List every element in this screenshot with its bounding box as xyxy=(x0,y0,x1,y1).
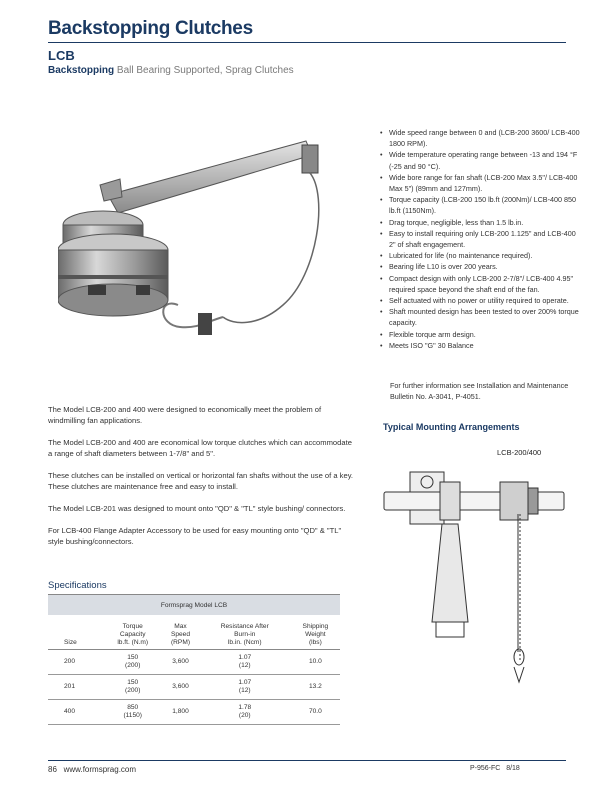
cell-speed: 3,600 xyxy=(162,675,199,700)
cell-resistance: 1.07 (12) xyxy=(199,675,291,700)
cell-weight: 70.0 xyxy=(291,700,340,725)
mounting-model-label: LCB-200/400 xyxy=(497,448,542,457)
intro-paragraph: These clutches can be installed on vertical or horizontal fan shafts without the use of a key. These clutches are maintenance free and easy to install. xyxy=(48,471,354,491)
tagline-bold: Backstopping xyxy=(48,65,115,76)
table-row xyxy=(48,675,340,700)
footer-right xyxy=(470,765,520,772)
intro-paragraph: For LCB-400 Flange Adapter Accessory to be used for easy mounting onto "QD" & "TL" style bushing/connectors. xyxy=(48,526,342,546)
title-rule xyxy=(48,42,566,43)
feature-item: • Meets ISO "G" 30 Balance xyxy=(380,340,580,351)
cell-torque: 150 (200) xyxy=(103,650,162,675)
feature-item: • Shaft mounted design has been tested to over 200% torque capacity. xyxy=(380,306,580,328)
feature-item: • Lubricated for life (no maintenance required). xyxy=(380,250,580,261)
product-code: LCB xyxy=(48,48,75,63)
feature-item: • Compact design with only LCB-200 2-7/8"/ LCB-400 4.95" required space beyond the shaft end of the fan. xyxy=(380,273,580,295)
feature-item: • Wide temperature operating range between -13 and 194 °F (-25 and 90 °C). xyxy=(380,149,580,171)
cell-size: 201 xyxy=(48,675,103,700)
feature-item: • Drag torque, negligible, less than 1.5 lb.in. xyxy=(380,217,580,228)
specifications-table xyxy=(48,594,340,725)
feature-item: • Bearing life L10 is over 200 years. xyxy=(380,261,580,272)
tagline-rest: Ball Bearing Supported, Sprag Clutches xyxy=(114,65,294,76)
cell-weight: 13.2 xyxy=(291,675,340,700)
feature-item: • Wide speed range between 0 and (LCB-200 3600/ LCB-400 1800 RPM). xyxy=(380,127,580,149)
mounting-heading: Typical Mounting Arrangements xyxy=(383,422,520,432)
cell-torque: 850 (1150) xyxy=(103,700,162,725)
page-number: 86 xyxy=(48,765,57,774)
product-photo xyxy=(58,135,358,375)
product-tagline xyxy=(48,65,294,76)
column-header-size: Size xyxy=(48,615,103,650)
feature-item: • Easy to install requiring only LCB-200 1.125" and LCB-400 2" of shaft engagement. xyxy=(380,228,580,250)
cell-speed: 1,800 xyxy=(162,700,199,725)
further-info: For further information see Installation and Maintenance Bulletin No. A-3041, P-4051. xyxy=(390,381,569,402)
cell-weight: 10.0 xyxy=(291,650,340,675)
intro-paragraph: The Model LCB-200 and 400 are economical low torque clutches which can accommodate a range of shaft diameters between 1-7/8" and 5". xyxy=(48,438,352,458)
intro-paragraph: The Model LCB-201 was designed to mount onto "QD" & "TL" style bushing/ connectors. xyxy=(48,504,346,513)
website-link[interactable]: www.formsprag.com xyxy=(63,765,137,774)
feature-item: • Flexible torque arm design. xyxy=(380,329,580,340)
mounting-diagram xyxy=(380,452,570,692)
cell-torque: 150 (200) xyxy=(103,675,162,700)
table-row xyxy=(48,650,340,675)
specifications-heading: Specifications xyxy=(48,580,107,591)
intro-paragraph: The Model LCB-200 and 400 were designed to economically meet the problem of windmilling fan applications. xyxy=(48,405,322,425)
footer-rule xyxy=(48,760,566,761)
cell-resistance: 1.78 (20) xyxy=(199,700,291,725)
cell-size: 200 xyxy=(48,650,103,675)
feature-item: • Wide bore range for fan shaft (LCB-200 Max 3.5"/ LCB-400 Max 5") (89mm and 127mm). xyxy=(380,172,580,194)
cell-resistance: 1.07 (12) xyxy=(199,650,291,675)
column-header-torque: Torque Capacity lb.ft. (N.m) xyxy=(103,615,162,650)
feature-item: • Self actuated with no power or utility required to operate. xyxy=(380,295,580,306)
feature-item: • Torque capacity (LCB-200 150 lb.ft (200Nm)/ LCB-400 850 lb.ft (1150Nm). xyxy=(380,194,580,216)
table-group-header: Formsprag Model LCB xyxy=(48,595,340,616)
table-row xyxy=(48,700,340,725)
feature-list xyxy=(380,127,580,351)
column-header-speed: Max Speed (RPM) xyxy=(162,615,199,650)
column-header-resistance: Resistance After Burn-in lb.in. (Ncm) xyxy=(199,615,291,650)
column-header-weight: Shipping Weight (lbs) xyxy=(291,615,340,650)
page-title: Backstopping Clutches xyxy=(48,18,253,39)
intro-text xyxy=(48,404,358,558)
document-code: P-956-FC xyxy=(470,765,501,772)
cell-size: 400 xyxy=(48,700,103,725)
footer-left xyxy=(48,765,136,774)
document-date: 8/18 xyxy=(506,765,520,772)
cell-speed: 3,600 xyxy=(162,650,199,675)
